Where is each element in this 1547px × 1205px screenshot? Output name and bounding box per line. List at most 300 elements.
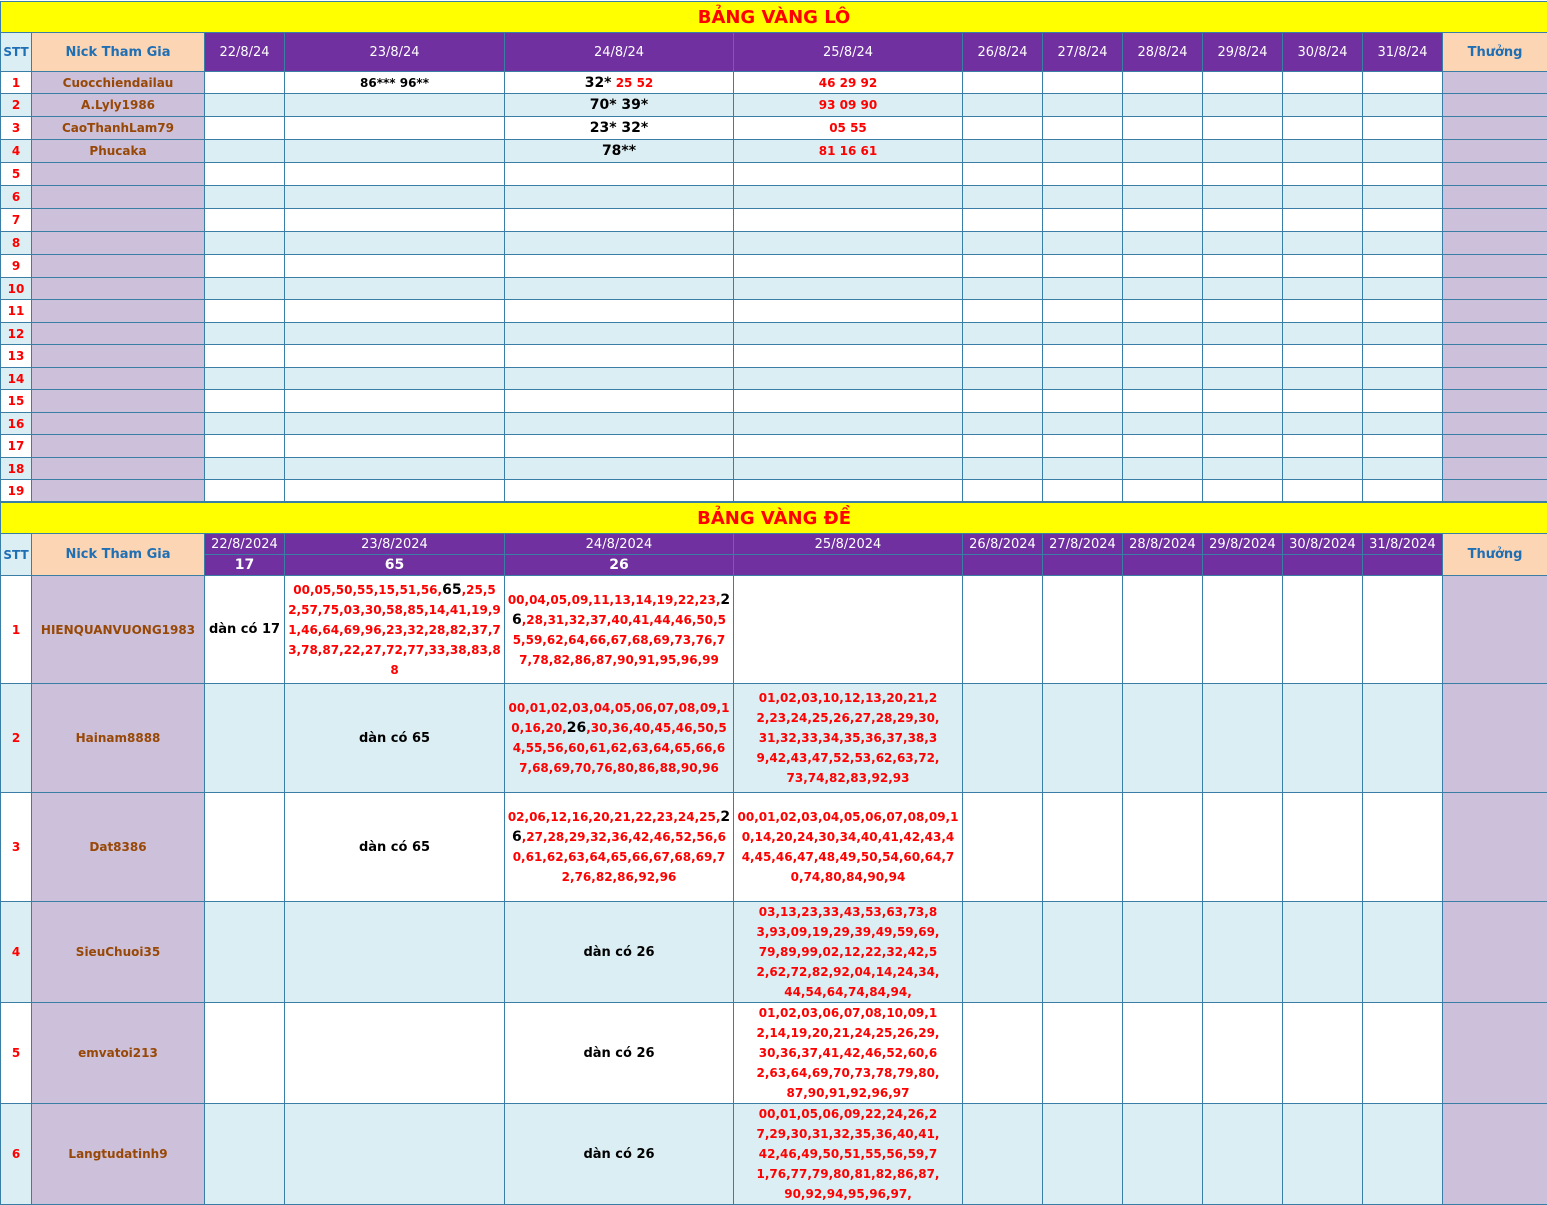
cell-31 [1363,902,1443,1003]
cell-31 [1363,323,1443,345]
cell-24 [505,117,734,140]
prize-cell [1443,458,1547,480]
cell-28 [1123,480,1203,502]
row-number: 4 [1,902,32,1003]
row-number: 4 [1,140,32,163]
cell-27 [1043,278,1123,300]
nick-name: emvatoi213 [32,1003,205,1104]
de-header-prize: Thưởng [1443,534,1547,576]
nick-name: CaoThanhLam79 [32,117,205,140]
cell-30 [1283,232,1363,255]
cell-22 [205,117,285,140]
cell-26 [963,413,1043,435]
row-number: 13 [1,345,32,368]
cell-23 [285,345,505,368]
cell-23 [285,1003,505,1104]
prize-cell [1443,94,1547,117]
cell-27 [1043,323,1123,345]
cell-30 [1283,255,1363,278]
row-number: 10 [1,278,32,300]
cell-28 [1123,209,1203,232]
cell-31 [1363,117,1443,140]
de-header-date: 30/8/2024 [1283,534,1363,555]
cell-26 [963,117,1043,140]
lo-header-date: 27/8/24 [1043,33,1123,72]
cell-28 [1123,793,1203,902]
cell-28 [1123,117,1203,140]
prize-cell [1443,1104,1547,1205]
cell-23 [285,458,505,480]
cell-29 [1203,94,1283,117]
cell-27 [1043,209,1123,232]
cell-22: dàn có 17 [205,576,285,684]
cell-26 [963,902,1043,1003]
cell-25 [734,163,963,186]
cell-26 [963,186,1043,209]
cell-22 [205,480,285,502]
cell-29 [1203,413,1283,435]
nick-name: Cuocchiendailau [32,72,205,94]
cell-26 [963,323,1043,345]
nick-name [32,186,205,209]
cell-23 [285,480,505,502]
numbers-hit: 65 [442,582,461,598]
row-number: 15 [1,390,32,413]
cell-25 [734,255,963,278]
cell-22 [205,902,285,1003]
cell-22 [205,390,285,413]
numbers-post: ,27,28,29,32,36,42,46,52,56,60,61,62,63,64,65,66,67,68,69,72,76,82,86,92,96 [513,830,726,884]
de-row [1,902,1547,1003]
cell-23 [285,300,505,323]
cell-23 [285,140,505,163]
lo-title: BẢNG VÀNG LÔ [1,2,1547,33]
cell-30 [1283,435,1363,458]
cell-30 [1283,300,1363,323]
nick-name [32,345,205,368]
lo-row [1,480,1547,502]
cell-27 [1043,163,1123,186]
cell-24 [505,300,734,323]
de-result [734,555,963,576]
cell-24 [505,232,734,255]
cell-27 [1043,345,1123,368]
cell-23 [285,390,505,413]
cell-23 [285,278,505,300]
cell-23 [285,94,505,117]
cell-26 [963,163,1043,186]
cell-26 [963,368,1043,390]
cell-28 [1123,72,1203,94]
cell-31 [1363,140,1443,163]
cell-30 [1283,368,1363,390]
cell-23 [285,232,505,255]
cell-25: 01,02,03,06,07,08,10,09,12,14,19,20,21,24,25,26,29,30,36,37,41,42,46,52,60,62,63,64,69,70,73,78,79,80,87,90,91,92,96,97 [734,1003,963,1104]
cell-24 [505,435,734,458]
cell-27 [1043,94,1123,117]
de-result: 17 [205,555,285,576]
lo-header-date: 28/8/24 [1123,33,1203,72]
nick-name [32,163,205,186]
cell-25 [734,186,963,209]
cell-26 [963,480,1043,502]
cell-29 [1203,902,1283,1003]
nick-name [32,435,205,458]
row-number: 5 [1,163,32,186]
nick-name [32,458,205,480]
cell-24 [505,140,734,163]
cell-31 [1363,186,1443,209]
de-result [1283,555,1363,576]
cell-22 [205,1104,285,1205]
cell-27 [1043,72,1123,94]
lo-row [1,255,1547,278]
cell-28 [1123,232,1203,255]
de-table [0,502,1547,1205]
prize-cell [1443,72,1547,94]
cell-24 [505,323,734,345]
cell-27 [1043,576,1123,684]
lo-table [0,1,1547,502]
cell-24 [505,255,734,278]
lo-row [1,435,1547,458]
numbers-pre: 00,04,05,09,11,13,14,19,22,23, [508,593,721,607]
cell-27 [1043,793,1123,902]
cell-23 [285,368,505,390]
lo-row [1,458,1547,480]
cell-25 [734,323,963,345]
cell-24 [505,278,734,300]
lo-row [1,390,1547,413]
numbers-hit: 26 [567,720,586,736]
de-header-stt: STT [1,534,32,576]
cell-23 [285,435,505,458]
cell-23: 86*** 96** [285,72,505,94]
cell-22 [205,255,285,278]
row-number: 6 [1,186,32,209]
cell-26 [963,576,1043,684]
numbers-hit: 26 [512,809,730,845]
cell-31 [1363,1104,1443,1205]
prize-cell [1443,480,1547,502]
cell-31 [1363,232,1443,255]
lo-row [1,368,1547,390]
cell-23 [285,117,505,140]
prize-cell [1443,232,1547,255]
cell-27 [1043,186,1123,209]
cell-30 [1283,345,1363,368]
cell-26 [963,209,1043,232]
row-number: 18 [1,458,32,480]
row-number: 9 [1,255,32,278]
cell-28 [1123,576,1203,684]
de-title: BẢNG VÀNG ĐỀ [1,503,1547,534]
cell-31 [1363,72,1443,94]
prize-cell [1443,576,1547,684]
cell-27 [1043,368,1123,390]
nick-name: HIENQUANVUONG1983 [32,576,205,684]
nick-name: Hainam8888 [32,684,205,793]
cell-31 [1363,684,1443,793]
cell-28 [1123,140,1203,163]
cell-26 [963,72,1043,94]
lo-row [1,345,1547,368]
cell-27 [1043,300,1123,323]
nick-name: Langtudatinh9 [32,1104,205,1205]
row-number: 1 [1,72,32,94]
prize-cell [1443,163,1547,186]
cell-30 [1283,1104,1363,1205]
pick-main: 70* 39* [590,97,648,113]
cell-28 [1123,390,1203,413]
cell-30 [1283,323,1363,345]
cell-24 [505,345,734,368]
pick-main: 32* [585,75,612,91]
cell-22 [205,1003,285,1104]
cell-24 [505,458,734,480]
cell-24 [505,480,734,502]
de-header-date: 29/8/2024 [1203,534,1283,555]
lo-header-date: 29/8/24 [1203,33,1283,72]
cell-24 [505,413,734,435]
cell-25 [734,390,963,413]
cell-29 [1203,1104,1283,1205]
cell-31 [1363,1003,1443,1104]
cell-25: 03,13,23,33,43,53,63,73,83,93,09,19,29,39,49,59,69,79,89,99,02,12,22,32,42,52,62,72,82,92,04,14,24,34,44,54,64,74,84,94, [734,902,963,1003]
cell-29 [1203,163,1283,186]
cell-30 [1283,72,1363,94]
cell-23 [285,902,505,1003]
cell-25: 05 55 [734,117,963,140]
cell-30 [1283,793,1363,902]
cell-27 [1043,902,1123,1003]
cell-29 [1203,209,1283,232]
lo-header-nick: Nick Tham Gia [32,33,205,72]
lo-header-date: 25/8/24 [734,33,963,72]
cell-26 [963,94,1043,117]
cell-25 [734,232,963,255]
row-number: 12 [1,323,32,345]
de-row [1,1003,1547,1104]
prize-cell [1443,390,1547,413]
cell-24: dàn có 26 [505,902,734,1003]
prize-cell [1443,186,1547,209]
cell-27 [1043,413,1123,435]
cell-27 [1043,232,1123,255]
de-result [1203,555,1283,576]
cell-29 [1203,368,1283,390]
cell-30 [1283,684,1363,793]
cell-31 [1363,345,1443,368]
de-header-date: 28/8/2024 [1123,534,1203,555]
cell-29 [1203,480,1283,502]
nick-name [32,232,205,255]
cell-25 [734,413,963,435]
cell-30 [1283,902,1363,1003]
cell-30 [1283,1003,1363,1104]
row-number: 17 [1,435,32,458]
cell-26 [963,278,1043,300]
numbers-pre: 00,05,50,55,15,51,56, [293,583,442,597]
cell-29 [1203,684,1283,793]
cell-31 [1363,480,1443,502]
numbers-pre: 00,01,02,03,04,05,06,07,08,09,10,16,20, [509,701,730,735]
cell-23 [285,209,505,232]
cell-22 [205,323,285,345]
cell-25: 00,01,05,06,09,22,24,26,27,29,30,31,32,35,36,40,41,42,46,49,50,51,55,56,59,71,76,77,79,80,81,82,86,87,90,92,94,95,96,97, [734,1104,963,1205]
cell-22 [205,793,285,902]
cell-30 [1283,278,1363,300]
cell-29 [1203,255,1283,278]
row-number: 5 [1,1003,32,1104]
nick-name: Dat8386 [32,793,205,902]
cell-28 [1123,458,1203,480]
lo-header-date: 22/8/24 [205,33,285,72]
cell-27 [1043,480,1123,502]
prize-cell [1443,368,1547,390]
cell-28 [1123,323,1203,345]
cell-31 [1363,278,1443,300]
cell-28 [1123,1104,1203,1205]
cell-28 [1123,278,1203,300]
row-number: 3 [1,793,32,902]
cell-29 [1203,1003,1283,1104]
cell-31 [1363,793,1443,902]
cell-23: dàn có 65 [285,684,505,793]
cell-31 [1363,300,1443,323]
cell-30 [1283,117,1363,140]
cell-22 [205,140,285,163]
prize-cell [1443,323,1547,345]
lo-header-date: 23/8/24 [285,33,505,72]
prize-cell [1443,140,1547,163]
lo-row [1,232,1547,255]
cell-28 [1123,413,1203,435]
cell-24 [505,390,734,413]
cell-23 [285,413,505,435]
nick-name [32,413,205,435]
cell-28 [1123,1003,1203,1104]
lo-row [1,300,1547,323]
nick-name [32,300,205,323]
cell-30 [1283,209,1363,232]
cell-31 [1363,390,1443,413]
cell-25: 81 16 61 [734,140,963,163]
cell-26 [963,793,1043,902]
prize-cell [1443,413,1547,435]
cell-26 [963,435,1043,458]
de-result [1043,555,1123,576]
cell-29 [1203,576,1283,684]
cell-24 [505,368,734,390]
row-number: 1 [1,576,32,684]
cell-24 [505,186,734,209]
row-number: 19 [1,480,32,502]
nick-name: SieuChuoi35 [32,902,205,1003]
row-number: 3 [1,117,32,140]
cell-28 [1123,94,1203,117]
nick-name [32,390,205,413]
cell-27 [1043,255,1123,278]
cell-29 [1203,186,1283,209]
lo-row [1,140,1547,163]
cell-31 [1363,163,1443,186]
cell-27 [1043,1003,1123,1104]
nick-name [32,209,205,232]
cell-23 [285,1104,505,1205]
de-result [1123,555,1203,576]
cell-24: dàn có 26 [505,1104,734,1205]
lo-row [1,94,1547,117]
cell-23 [285,186,505,209]
cell-26 [963,1104,1043,1205]
row-number: 2 [1,94,32,117]
cell-30 [1283,94,1363,117]
cell-22 [205,163,285,186]
cell-28 [1123,368,1203,390]
cell-25 [734,576,963,684]
prize-cell [1443,793,1547,902]
lo-header-date: 24/8/24 [505,33,734,72]
nick-name: Phucaka [32,140,205,163]
cell-22 [205,300,285,323]
de-header-date: 31/8/2024 [1363,534,1443,555]
row-number: 16 [1,413,32,435]
cell-25: 01,02,03,10,12,13,20,21,22,23,24,25,26,27,28,29,30,31,32,33,34,35,36,37,38,39,42,43,47,52,53,62,63,72,73,74,82,83,92,93 [734,684,963,793]
prize-cell [1443,209,1547,232]
numbers-hit: 26 [512,592,730,628]
cell-28 [1123,300,1203,323]
lo-row [1,413,1547,435]
nick-name [32,255,205,278]
cell-31 [1363,413,1443,435]
cell-27 [1043,140,1123,163]
de-result [1363,555,1443,576]
de-header-date: 25/8/2024 [734,534,963,555]
lo-header-date: 26/8/24 [963,33,1043,72]
cell-30 [1283,390,1363,413]
cell-23 [285,576,505,684]
prize-cell [1443,300,1547,323]
prize-cell [1443,902,1547,1003]
cell-29 [1203,793,1283,902]
cell-24 [505,793,734,902]
cell-22 [205,186,285,209]
row-number: 14 [1,368,32,390]
cell-24 [505,94,734,117]
de-header-date: 27/8/2024 [1043,534,1123,555]
cell-30 [1283,480,1363,502]
nick-name: A.Lyly1986 [32,94,205,117]
lo-row [1,278,1547,300]
cell-26 [963,255,1043,278]
cell-28 [1123,902,1203,1003]
cell-29 [1203,117,1283,140]
cell-31 [1363,255,1443,278]
cell-30 [1283,140,1363,163]
cell-23: dàn có 65 [285,793,505,902]
lo-row [1,163,1547,186]
cell-31 [1363,458,1443,480]
cell-22 [205,684,285,793]
cell-30 [1283,458,1363,480]
de-row [1,576,1547,684]
de-header-date: 23/8/2024 [285,534,505,555]
prize-cell [1443,117,1547,140]
cell-29 [1203,345,1283,368]
cell-26 [963,232,1043,255]
prize-cell [1443,345,1547,368]
